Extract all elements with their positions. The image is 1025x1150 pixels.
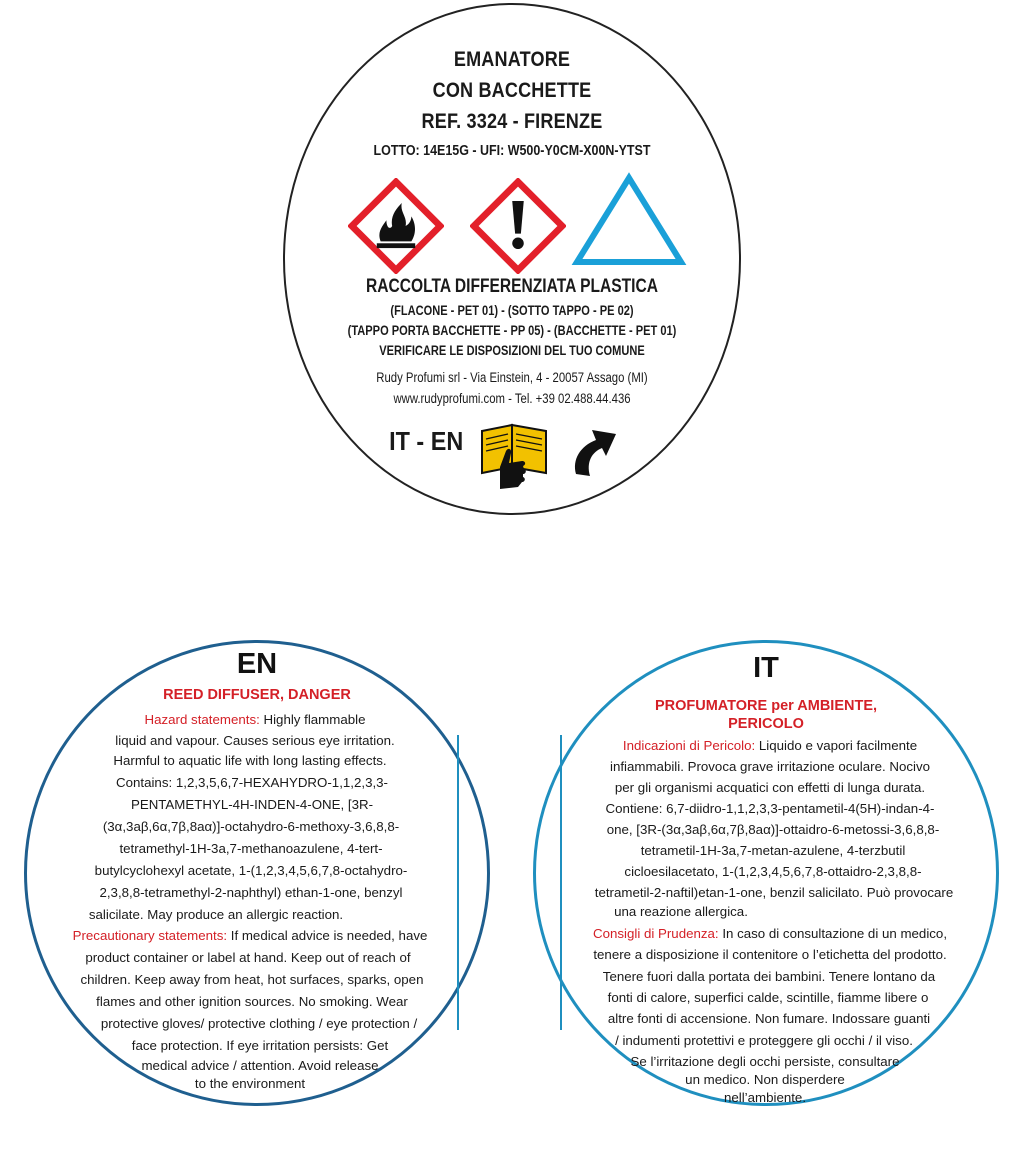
en_label-line (84, 1016, 434, 1031)
language-code: IT - EN (389, 426, 464, 456)
it_label-line-text: cicloesilacetato, 1-(1,2,3,4,5,6,7,8-ottaidro-2,3,8,8- (624, 864, 922, 879)
en_label-line (72, 994, 432, 1009)
en_label-line (40, 928, 460, 943)
raccolta-title: RACCOLTA DIFFERENZIATA PLASTICA (366, 276, 658, 297)
it_label-line (558, 843, 988, 858)
en-danger-heading: REED DIFFUSER, DANGER (163, 687, 351, 703)
en_label-line-text: 2,3,8,8-tetramethyl-2-naphthyl) ethan-1-one, benzyl (99, 885, 403, 900)
it_label-line-text: fonti di calore, superfici calde, scintille, fiamme libere o (607, 990, 929, 1005)
it_label-line-text: Tenere fuori dalla portata dei bambini. Tenere lontano da (602, 969, 936, 984)
en_label-line-text: (3α,3aβ,6α,7β,8aα)]-octahydro-6-methoxy-3,6,8,8- (102, 819, 400, 834)
en_label-line-text: children. Keep away from heat, hot surfaces, sparks, open (80, 972, 424, 987)
product-title-line-1: EMANATORE (453, 48, 571, 71)
it_label-line (558, 822, 988, 837)
en_label-line-text: PENTAMETHYL-4H-INDEN-4-ONE, [3R- (130, 797, 374, 812)
it_label-line-text: / indumenti protettivi e proteggere gli occhi / il viso. (615, 1033, 913, 1048)
it-danger-heading-line-1: PROFUMATORE per AMBIENTE, (654, 698, 878, 714)
exclamation-ghs-icon (470, 178, 566, 274)
it_label-line (560, 801, 980, 816)
it_label-line-text: tetrametil-1H-3a,7-metan-azulene, 4-terzbutil (640, 843, 906, 858)
raccolta-line-1: (FLACONE - PET 01) - (SOTTO TAPPO - PE 02) (390, 303, 634, 318)
raccolta-line-2: (TAPPO PORTA BACCHETTE - PP 05) - (BACCHETTE - PET 01) (347, 323, 677, 338)
it_label-line-text: infiammabili. Provoca grave irritazione oculare. Nocivo (610, 759, 930, 774)
it_label-line-text: Liquido e vapori facilmente (755, 738, 918, 753)
product-title-line-2: CON BACCHETTE (432, 79, 592, 102)
en_label-line-text: face protection. If eye irritation persists: Get (131, 1038, 389, 1053)
it_label-line (600, 1054, 930, 1069)
it_label-line (560, 947, 980, 962)
it-danger-heading-line-2: PERICOLO (728, 716, 804, 732)
it_label-line-text: one, [3R-(3α,3aβ,6α,7β,8aα)]-ottaidro-6-metossi-3,6,8,8- (606, 822, 940, 837)
en_label-line-text: Harmful to aquatic life with long lasting effects. (113, 753, 387, 768)
it_label-line (680, 1090, 850, 1105)
read-booklet-icon (478, 421, 550, 491)
lotto-ufi-line: LOTTO: 14E15G - UFI: W500-Y0CM-X00N-YTST (373, 143, 651, 159)
en_label-line-text: medical advice / attention. Avoid release (141, 1058, 379, 1073)
it_label-line (558, 864, 988, 879)
en_label-line (36, 863, 466, 878)
it_label-line (560, 759, 980, 774)
en_label-section-label: Hazard statements: (144, 712, 260, 727)
it_label-line (560, 926, 980, 941)
en_label-line-text: salicilate. May produce an allergic reaction. (88, 907, 344, 922)
en_label-line (42, 797, 462, 812)
en-language-heading: EN (236, 648, 278, 680)
en_label-line (52, 972, 452, 987)
it_label-line-text: Se l’irritazione degli occhi persiste, consultare (630, 1054, 900, 1069)
en_label-line (100, 712, 410, 727)
company-web-phone-line: www.rudyprofumi.com - Tel. +39 02.488.44.436 (393, 391, 631, 406)
it_label-line-text: tenere a disposizione il contenitore o l’etichetta del prodotto. (593, 947, 947, 962)
en_label-line (36, 885, 466, 900)
it_label-line-text: una reazione allergica. (614, 904, 748, 919)
it_label-line-text: un medico. Non disperdere (685, 1072, 845, 1087)
en_label-line-text: protective gloves/ protective clothing / eye protection / (100, 1016, 418, 1031)
en_label-line (120, 1058, 400, 1073)
en_label-line-text: If medical advice is needed, have (227, 928, 428, 943)
it_label-line (584, 1033, 944, 1048)
it_label-line-text: per gli organismi acquatici con effetti di lunga durata. (614, 780, 926, 795)
flammable-ghs-icon (348, 178, 444, 274)
en_label-section-label: Precautionary statements: (72, 928, 228, 943)
it_label-line-text: altre fonti di accensione. Non fumare. Indossare guanti (607, 1011, 931, 1026)
company-address-line: Rudy Profumi srl - Via Einstein, 4 - 20057 Assago (MI) (376, 370, 648, 385)
en_label-line (42, 775, 462, 790)
en_label-line (36, 907, 396, 922)
en_label-line (36, 841, 466, 856)
product-ref-line: REF. 3324 - FIRENZE (421, 110, 603, 133)
en_label-line (100, 1038, 420, 1053)
it_label-section-label: Consigli di Prudenza: (592, 926, 719, 941)
it_label-line (630, 1072, 900, 1087)
it_label-line (568, 990, 968, 1005)
it_label-line (556, 885, 992, 900)
en_label-line (48, 950, 448, 965)
en_label-line (36, 819, 466, 834)
it_label-line (564, 969, 974, 984)
en_label-line-text: to the environment (194, 1076, 306, 1091)
en_label-line-text: tetramethyl-1H-3a,7-methanoazulene, 4-tert- (119, 841, 383, 856)
en_label-line (70, 733, 440, 748)
it-language-heading: IT (753, 652, 779, 684)
en_label-line-text: liquid and vapour. Causes serious eye irritation. (115, 733, 395, 748)
en_label-line-text: Contains: 1,2,3,5,6,7-HEXAHYDRO-1,1,2,3,3- (116, 775, 388, 790)
en_label-line (150, 1076, 350, 1091)
en_label-line-text: flames and other ignition sources. No smoking. Wear (96, 994, 408, 1009)
it_label-line (574, 1011, 964, 1026)
it_label-line (560, 780, 980, 795)
it_label-line (556, 904, 806, 919)
en_label-line-text: Highly flammable (259, 712, 366, 727)
it_label-line-text: tetrametil-2-naftil)etan-1-one, benzil salicilato. Può provocare (594, 885, 954, 900)
en_label-line-text: butylcyclohexyl acetate, 1-(1,2,3,4,5,6,7,8-octahydro- (94, 863, 408, 878)
raccolta-line-3: VERIFICARE LE DISPOSIZIONI DEL TUO COMUNE (379, 343, 645, 358)
peel-arrow-icon (570, 420, 620, 480)
it_label-line-text: Contiene: 6,7-diidro-1,1,2,3,3-pentametil-4(5H)-indan-4- (605, 801, 935, 816)
en_label-line (60, 753, 440, 768)
it_label-line (580, 738, 960, 753)
en_label-line-text: product container or label at hand. Keep out of reach of (85, 950, 411, 965)
blue-triangle-icon (571, 172, 687, 268)
it_label-section-label: Indicazioni di Pericolo: (622, 738, 756, 753)
it_label-line-text: nell’ambiente. (723, 1090, 807, 1105)
it_label-line-text: In caso di consultazione di un medico, (718, 926, 948, 941)
